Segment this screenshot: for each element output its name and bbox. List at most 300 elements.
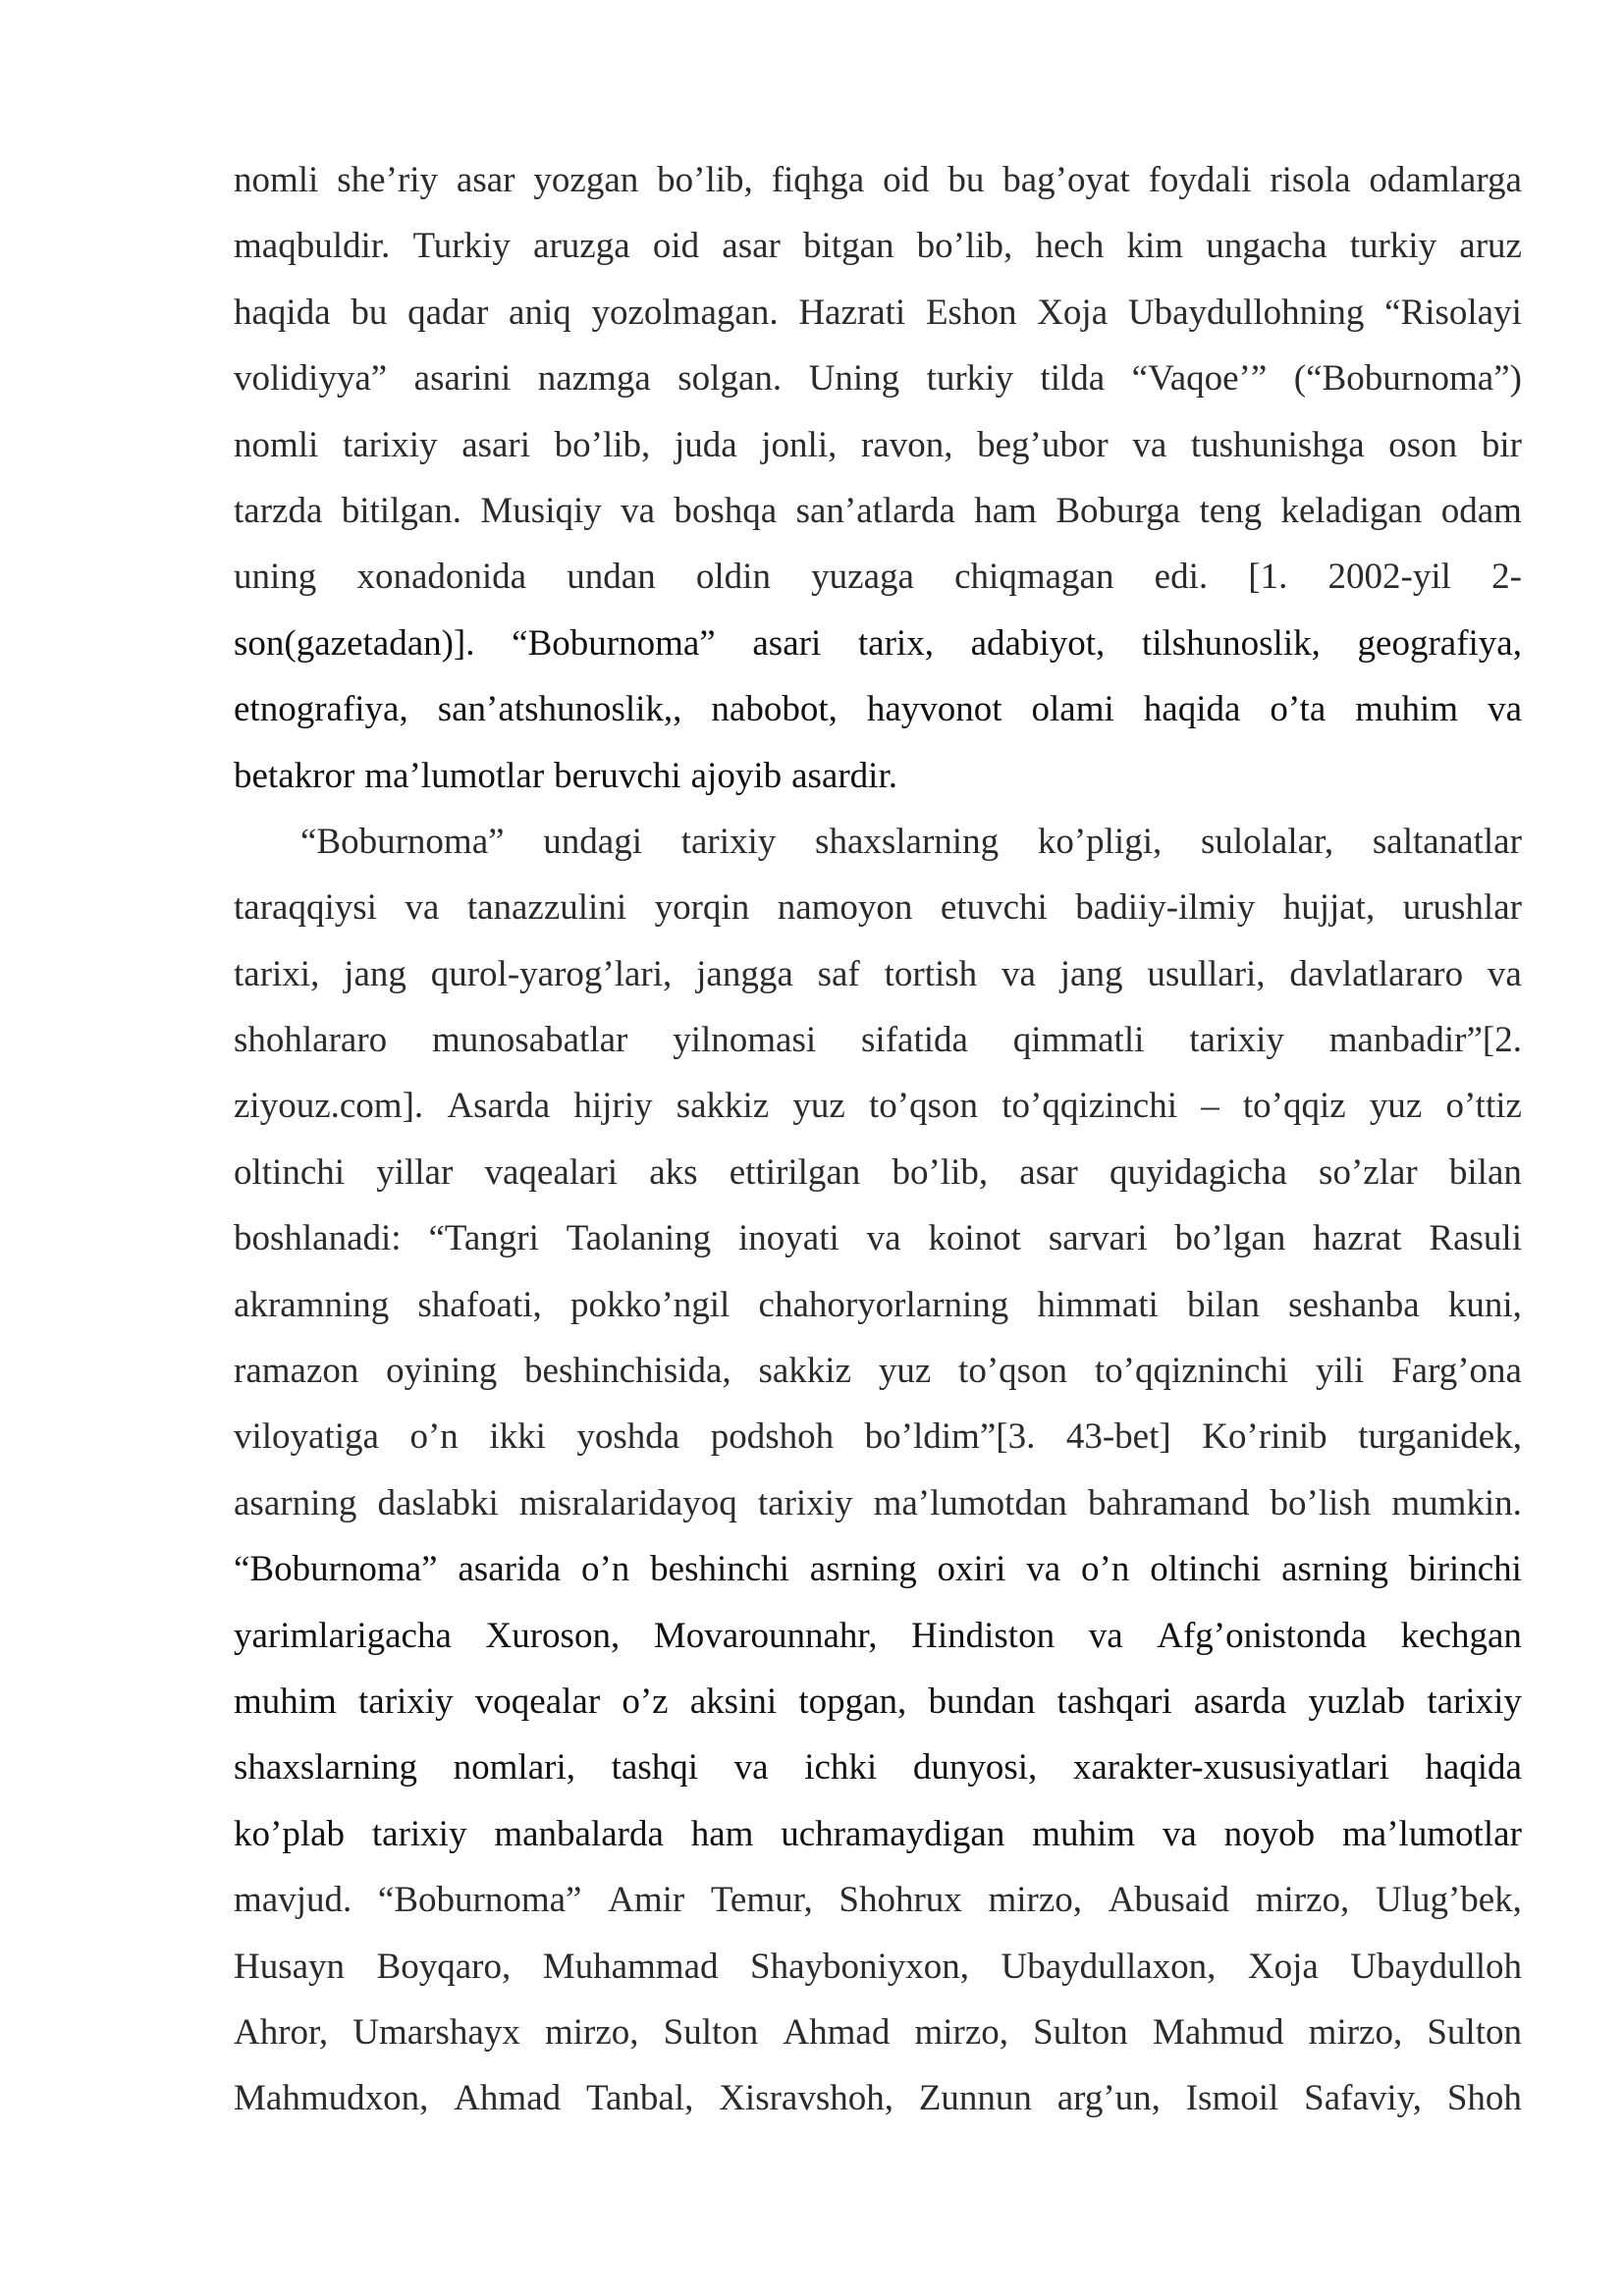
word: va <box>1132 424 1167 465</box>
word: Uning <box>808 358 900 400</box>
word: Xuroson, <box>485 1615 621 1656</box>
word: beg’ubor <box>977 424 1109 465</box>
text-line <box>234 147 1522 213</box>
word: yilnomasi <box>673 1020 817 1061</box>
text-line <box>234 213 1522 279</box>
word: tarixiy <box>358 1681 454 1722</box>
word: Xoja <box>1037 292 1109 333</box>
word: Taolaning <box>566 1218 712 1259</box>
word: xarakter-xususiyatlari <box>1072 1747 1389 1789</box>
word: to’qson <box>869 1086 979 1127</box>
word: “Boburnoma” <box>234 1549 438 1590</box>
word: ko’pligi, <box>1037 821 1163 862</box>
word: “Boburnoma” <box>512 622 716 664</box>
word: 2002-yil <box>1327 557 1451 598</box>
word: “Boburnoma” <box>377 1880 582 1921</box>
word: jang <box>344 953 406 994</box>
word: muhim <box>1355 689 1459 730</box>
word: va <box>1162 1813 1197 1854</box>
word: namoyon <box>777 887 913 929</box>
word: mirzo, <box>988 1880 1083 1921</box>
word: o’n <box>409 1416 459 1458</box>
word: seshanba <box>1288 1284 1420 1325</box>
text-line <box>234 1536 1522 1602</box>
word: Eshon <box>925 292 1017 333</box>
word: san’atshunoslik,, <box>437 689 682 730</box>
word: she’riy <box>337 160 438 200</box>
word: hazrat <box>1313 1218 1402 1259</box>
word: Mahmudxon, <box>234 2078 429 2119</box>
word: Farg’ona <box>1391 1351 1522 1392</box>
word: son(gazetadan)]. <box>234 622 475 664</box>
word: risola <box>1270 160 1351 200</box>
word: tushunishga <box>1190 424 1365 465</box>
word: oid <box>883 160 930 200</box>
word: bitgan <box>803 226 894 267</box>
word: bitilgan. <box>341 490 462 531</box>
word: haqida <box>1425 1747 1522 1789</box>
word: oid <box>652 226 700 267</box>
word: “Vaqoe’” <box>1131 358 1268 400</box>
text-line <box>234 743 1522 809</box>
word: bo’lib, <box>554 424 651 465</box>
word: yuz <box>792 1086 845 1127</box>
word: Shoh <box>1446 2078 1522 2119</box>
word: Ko’rinib <box>1202 1416 1327 1458</box>
text-line <box>234 941 1522 1007</box>
word: to’qqizninchi <box>1094 1351 1289 1392</box>
word: munosabatlar <box>432 1020 628 1061</box>
word: Xisravshoh, <box>719 2078 893 2119</box>
word: tarixiy <box>757 1482 853 1523</box>
word: usullari, <box>1147 953 1266 994</box>
word: Safaviy, <box>1304 2078 1422 2119</box>
word: muhim <box>1032 1813 1136 1854</box>
word: Asarda <box>447 1086 551 1127</box>
word: turkiy <box>1349 226 1437 267</box>
word: qimmatli <box>1012 1020 1145 1061</box>
word: bilan <box>1448 1151 1522 1193</box>
word: asari <box>752 622 822 664</box>
word: va <box>733 1747 769 1789</box>
word: jang <box>1059 953 1123 994</box>
word: oldin <box>695 557 771 598</box>
word: haqida <box>1143 689 1241 730</box>
word: Muhammad <box>542 1946 719 1987</box>
word: muhim <box>234 1681 337 1722</box>
word: asari <box>461 424 531 465</box>
word: asrning <box>1281 1549 1388 1590</box>
word: haqida <box>234 292 331 333</box>
text-line <box>234 1867 1522 1933</box>
word: ham <box>690 1813 754 1854</box>
word: koinot <box>928 1218 1021 1259</box>
word: turganidek, <box>1358 1416 1522 1458</box>
word: oson <box>1388 424 1458 465</box>
word: oltinchi <box>234 1151 346 1193</box>
text-line <box>234 478 1522 544</box>
word: badiiy-ilmiy <box>1075 887 1256 929</box>
text-line <box>234 280 1522 346</box>
word: mirzo, <box>1255 1880 1350 1921</box>
body-text <box>234 147 1522 2132</box>
word: podshoh <box>710 1416 835 1458</box>
word: Turkiy <box>412 226 511 267</box>
word: o’ta <box>1270 689 1326 730</box>
word: san’atlarda <box>795 490 955 531</box>
word: adabiyot, <box>970 622 1106 664</box>
word: beshinchisida, <box>524 1351 731 1392</box>
word: betakror <box>234 755 355 796</box>
word: va <box>1088 1615 1123 1656</box>
word: arg’un, <box>1056 2078 1161 2119</box>
text-line <box>234 1470 1522 1536</box>
word: to’qqizinchi <box>1001 1086 1178 1127</box>
word: xonadonida <box>356 557 527 598</box>
word: yuzaga <box>811 557 914 598</box>
word: 2- <box>1491 557 1522 598</box>
word: bo’lib, <box>916 226 1013 267</box>
word: asardir. <box>791 755 897 796</box>
word: “Tangri <box>428 1218 539 1259</box>
word: asarda <box>1193 1681 1287 1722</box>
word: inoyati <box>738 1218 839 1259</box>
word: beshinchi <box>650 1549 789 1590</box>
word: undagi <box>543 821 642 862</box>
word: so’zlar <box>1319 1151 1418 1193</box>
word: ungacha <box>1206 226 1327 267</box>
word: qadar <box>407 292 489 333</box>
word: manbadir”[2. <box>1328 1020 1522 1061</box>
word: tarixi, <box>234 953 320 994</box>
word: mavjud. <box>234 1880 352 1921</box>
word: teng <box>1199 490 1263 531</box>
word: ichki <box>804 1747 878 1789</box>
word: tilshunoslik, <box>1141 622 1321 664</box>
word: qurol-yarog’lari, <box>430 953 673 994</box>
word: ham <box>974 490 1037 531</box>
text-line <box>234 2065 1522 2131</box>
word: yuz <box>1369 1086 1423 1127</box>
word: etuvchi <box>940 887 1048 929</box>
word: kim <box>1126 226 1184 267</box>
word: ziyouz.com]. <box>234 1086 424 1127</box>
word: yuzlab <box>1308 1681 1406 1722</box>
word: bir <box>1481 424 1522 465</box>
word: bilan <box>1186 1284 1260 1325</box>
word: o’n <box>580 1549 630 1590</box>
word: taraqqiysi <box>234 887 377 929</box>
word: oltinchi <box>1150 1549 1262 1590</box>
text-line <box>234 2000 1522 2065</box>
word: maqbuldir. <box>234 226 391 267</box>
word: nabobot, <box>711 689 838 730</box>
word: hijriy <box>573 1086 653 1127</box>
word: shohlararo <box>234 1020 388 1061</box>
word: shaxslarning <box>815 821 1000 862</box>
word: Afg’onistonda <box>1157 1615 1368 1656</box>
word: misralaridayoq <box>518 1482 737 1523</box>
word: Husayn <box>234 1946 346 1987</box>
word: aruz <box>1459 226 1522 267</box>
text-line <box>234 1735 1522 1800</box>
word: nazmga <box>537 358 651 400</box>
text-line <box>234 1934 1522 2000</box>
word: Musiqiy <box>480 490 602 531</box>
word: Amir <box>608 1880 685 1921</box>
word: bundan <box>928 1681 1036 1722</box>
word: asrning <box>809 1549 917 1590</box>
word: urushlar <box>1402 887 1522 929</box>
word: va <box>1487 953 1522 994</box>
word: Boyqaro, <box>376 1946 512 1987</box>
word: tarixiy <box>342 424 438 465</box>
text-line <box>234 1073 1522 1139</box>
word: bo’lib, <box>892 1151 989 1193</box>
word: “Boburnoma” <box>300 821 505 862</box>
word: manbalarda <box>494 1813 664 1854</box>
word: bu <box>947 160 985 200</box>
word: jangga <box>696 953 793 994</box>
word: mirzo, <box>914 2011 1009 2053</box>
word: va <box>405 887 440 929</box>
word: tashqari <box>1056 1681 1172 1722</box>
word: hech <box>1035 226 1105 267</box>
text-line <box>234 544 1522 610</box>
word: bo’ldim”[3. <box>864 1416 1036 1458</box>
word: aksini <box>689 1681 778 1722</box>
word: ma’lumotdan <box>873 1482 1067 1523</box>
word: asar <box>1019 1151 1078 1193</box>
word: foydali <box>1148 160 1252 200</box>
word: asarning <box>234 1482 357 1523</box>
word: yozgan <box>533 160 639 200</box>
word: yozolmagan. <box>591 292 779 333</box>
word: ma’lumotlar <box>364 755 545 796</box>
word: tarzda <box>234 490 323 531</box>
word: Boburga <box>1056 490 1181 531</box>
word: Mahmud <box>1152 2011 1284 2053</box>
word: mirzo, <box>544 2011 639 2053</box>
word: vaqealari <box>484 1151 619 1193</box>
word: volidiyya” <box>234 358 388 400</box>
word: etnografiya, <box>234 689 408 730</box>
word: boshqa <box>674 490 778 531</box>
word: va <box>1001 953 1036 994</box>
word: shafoati, <box>417 1284 542 1325</box>
word: shaxslarning <box>234 1747 418 1789</box>
word: Shayboniyxon, <box>750 1946 970 1987</box>
word: tarixiy <box>680 821 777 862</box>
text-line <box>234 1801 1522 1867</box>
word: yoshda <box>576 1416 680 1458</box>
word: o’ttiz <box>1445 1086 1522 1127</box>
word: tarix, <box>857 622 934 664</box>
word: kuni, <box>1447 1284 1522 1325</box>
word: olami <box>1031 689 1114 730</box>
word: o’z <box>622 1681 669 1722</box>
word: yuz <box>878 1351 932 1392</box>
word: asar <box>722 226 781 267</box>
word: sifatida <box>861 1020 968 1061</box>
word: topgan, <box>798 1681 907 1722</box>
word: quyidagicha <box>1110 1151 1287 1193</box>
word: sulolalar, <box>1200 821 1334 862</box>
word: Ubaydullaxon, <box>1001 1946 1217 1987</box>
text-line <box>234 1272 1522 1338</box>
word: geografiya, <box>1357 622 1522 664</box>
word: – <box>1201 1086 1219 1127</box>
word: Movarounnahr, <box>653 1615 878 1656</box>
word: Ismoil <box>1185 2078 1279 2119</box>
word: Sulton <box>663 2011 759 2053</box>
word: odam <box>1440 490 1522 531</box>
word: turkiy <box>926 358 1013 400</box>
text-line <box>234 412 1522 478</box>
word: daslabki <box>377 1482 499 1523</box>
word: davlatlararo <box>1289 953 1464 994</box>
word: sakkiz <box>758 1351 852 1392</box>
word: Shohrux <box>839 1880 962 1921</box>
word: Ahror, <box>234 2011 329 2053</box>
word: Rasuli <box>1429 1218 1522 1259</box>
word: chiqmagan <box>954 557 1114 598</box>
word: mirzo, <box>1308 2011 1403 2053</box>
text-line <box>234 1007 1522 1073</box>
word: Zunnun <box>918 2078 1032 2119</box>
word: tarixiy <box>1189 1020 1284 1061</box>
word: aruzga <box>533 226 630 267</box>
word: ravon, <box>860 424 953 465</box>
word: bo’lish <box>1270 1482 1372 1523</box>
text-line <box>234 1140 1522 1205</box>
text-line <box>234 1669 1522 1735</box>
word: pokko’ngil <box>569 1284 731 1325</box>
word: o’n <box>1081 1549 1130 1590</box>
word: Ahmad <box>454 2078 562 2119</box>
word: himmati <box>1037 1284 1159 1325</box>
text-line <box>234 875 1522 940</box>
word: yorqin <box>654 887 750 929</box>
word: aks <box>649 1151 698 1193</box>
word: Xoja <box>1247 1946 1319 1987</box>
word: 43-bet] <box>1065 1416 1171 1458</box>
word: fiqhga <box>771 160 865 200</box>
word: (“Boburnoma”) <box>1293 358 1522 400</box>
text-line <box>234 1404 1522 1469</box>
text-line <box>234 676 1522 742</box>
word: ikki <box>489 1416 546 1458</box>
word: boshlanadi: <box>234 1218 402 1259</box>
word: mumkin. <box>1391 1482 1522 1523</box>
word: Sulton <box>1033 2011 1128 2053</box>
word: bo’lgan <box>1174 1218 1286 1259</box>
word: juda <box>674 424 737 465</box>
word: bo’lib, <box>657 160 753 200</box>
word: tashqi <box>611 1747 699 1789</box>
word: undan <box>567 557 656 598</box>
word: to’qqiz <box>1242 1086 1346 1127</box>
word: tarixiy <box>1427 1681 1522 1722</box>
word: tortish <box>884 953 978 994</box>
word: uchramaydigan <box>781 1813 1005 1854</box>
word: bahramand <box>1087 1482 1250 1523</box>
text-line <box>234 1338 1522 1404</box>
word: sakkiz <box>676 1086 770 1127</box>
word: sarvari <box>1048 1218 1148 1259</box>
word: tarixiy <box>371 1813 467 1854</box>
word: asarini <box>413 358 512 400</box>
word: asarida <box>458 1549 562 1590</box>
word: Umarshayx <box>352 2011 520 2053</box>
word: nomlari, <box>453 1747 575 1789</box>
word: hayvonot <box>866 689 1002 730</box>
word: akramning <box>234 1284 390 1325</box>
word: chahoryorlarning <box>758 1284 1009 1325</box>
word: Sulton <box>1427 2011 1522 2053</box>
word: voqealar <box>474 1681 601 1722</box>
text-line <box>234 809 1522 875</box>
text-line <box>234 1205 1522 1271</box>
word: nomli <box>234 160 319 200</box>
word: birinchi <box>1408 1549 1522 1590</box>
word: ettirilgan <box>729 1151 861 1193</box>
word: Tanbal, <box>585 2078 694 2119</box>
word: va <box>1026 1549 1061 1590</box>
word: hujjat, <box>1282 887 1376 929</box>
word: uning <box>234 557 317 598</box>
word: edi. <box>1154 557 1209 598</box>
word: solgan. <box>677 358 783 400</box>
word: va <box>621 490 656 531</box>
word: tilda <box>1040 358 1106 400</box>
word: va <box>866 1218 901 1259</box>
word: Temur, <box>710 1880 813 1921</box>
text-line <box>234 1603 1522 1669</box>
word: Hindiston <box>911 1615 1056 1656</box>
word: Ubaydulloh <box>1350 1946 1522 1987</box>
word: asar <box>456 160 515 200</box>
text-line <box>234 611 1522 676</box>
word: ma’lumotlar <box>1342 1813 1522 1854</box>
word: [1. <box>1248 557 1288 598</box>
word: Ahmad <box>783 2011 891 2053</box>
word: oxiri <box>937 1549 1006 1590</box>
word: tanazzulini <box>466 887 627 929</box>
word: Ulug’bek, <box>1375 1880 1522 1921</box>
word: viloyatiga <box>234 1416 379 1458</box>
word: va <box>1488 689 1522 730</box>
word: noyob <box>1223 1813 1316 1854</box>
word: saf <box>817 953 860 994</box>
word: odamlarga <box>1369 160 1522 200</box>
word: Ubaydullohning <box>1127 292 1365 333</box>
word: yili <box>1315 1351 1365 1392</box>
word: oyining <box>386 1351 498 1392</box>
word: yillar <box>376 1151 454 1193</box>
word: keladigan <box>1280 490 1423 531</box>
word: “Risolayi <box>1384 292 1522 333</box>
word: kechgan <box>1400 1615 1522 1656</box>
text-line <box>234 346 1522 411</box>
word: aniq <box>509 292 571 333</box>
word: yarimlarigacha <box>234 1615 452 1656</box>
word: ko’plab <box>234 1813 346 1854</box>
word: Hazrati <box>798 292 906 333</box>
word: ajoyib <box>690 755 783 796</box>
word: dunyosi, <box>912 1747 1038 1789</box>
word: beruvchi <box>554 755 681 796</box>
